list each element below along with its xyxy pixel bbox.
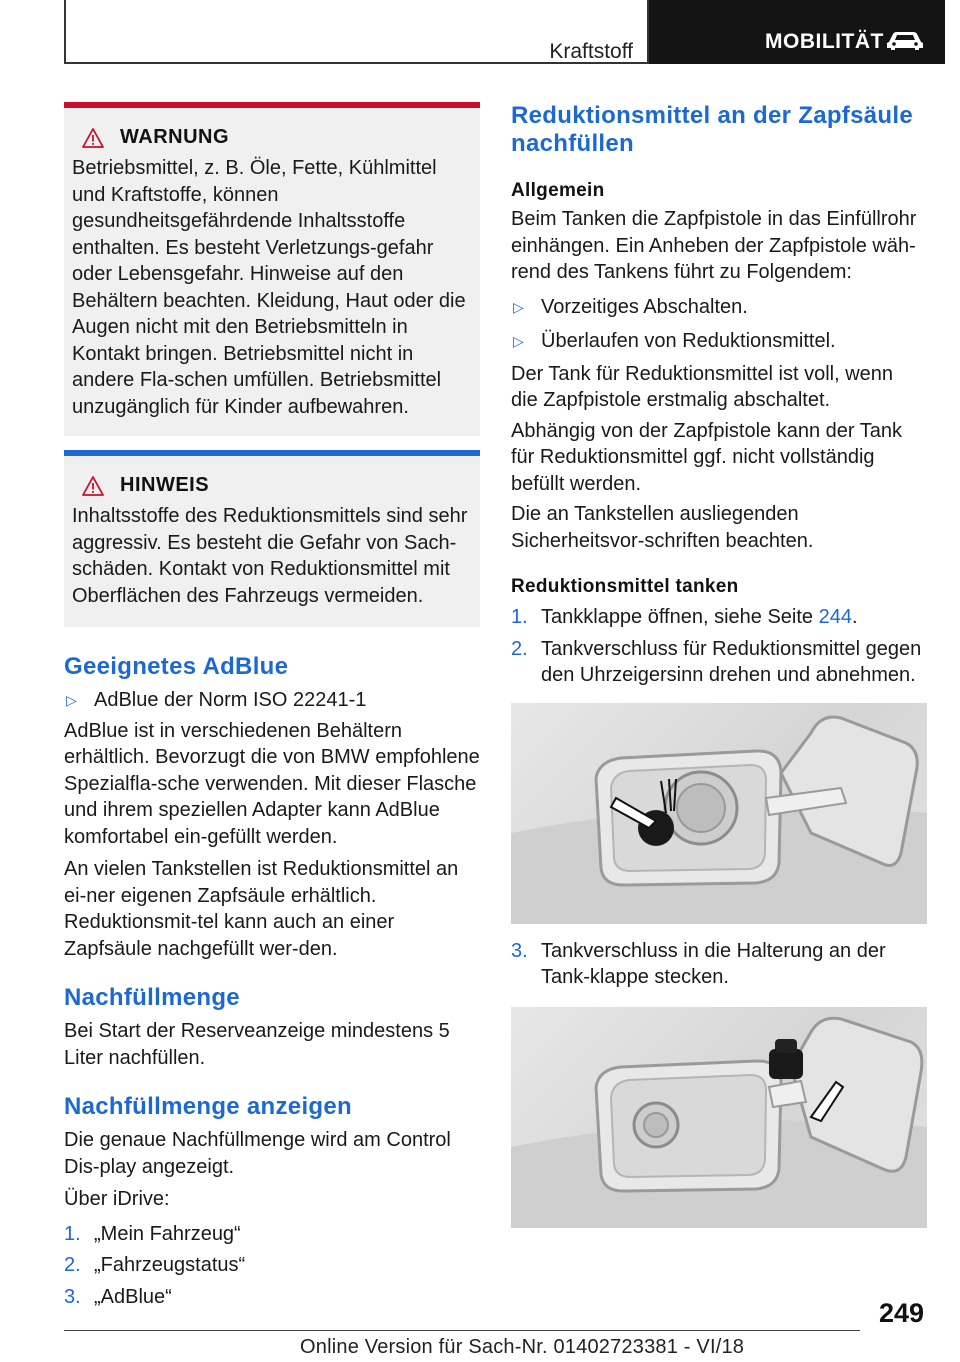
notice-triangle-icon — [82, 476, 104, 496]
general-heading: Allgemein — [511, 180, 605, 201]
bullet-text: Überlaufen von Reduktionsmittel. — [541, 330, 836, 352]
pump-para-1: Der Tank für Reduktionsmittel ist voll, wenn die Zapfpistole erstmalig abschaltet. — [511, 362, 894, 411]
warning-title — [82, 126, 472, 149]
warning-title-text: WARNUNG — [120, 126, 230, 148]
refill-heading: Nachfüllmenge — [64, 984, 240, 1011]
footer-divider — [64, 1330, 860, 1331]
page-link[interactable]: 244 — [818, 606, 852, 628]
list-item — [511, 328, 923, 355]
step-number: 3. — [511, 939, 528, 962]
list-item — [511, 294, 923, 321]
refill-display-heading: Nachfüllmenge anzeigen — [64, 1093, 352, 1120]
adblue-para-2: An vielen Tankstellen ist Reduktionsmittel an ei‐ner eigenen Zapfsäule erhältlich. Reduktionsmit‐tel kann auch an einer Zapfsäule nachgefüllt wer‐den. — [64, 858, 459, 960]
step-number: 3. — [64, 1285, 81, 1308]
right-column — [511, 102, 923, 1228]
warning-triangle-icon — [82, 128, 104, 148]
adblue-bullet — [64, 687, 480, 714]
list-item — [64, 1252, 480, 1279]
adblue-heading: Geeignetes AdBlue — [64, 653, 289, 680]
step-text-end: . — [851, 606, 858, 628]
step-number: 2. — [64, 1254, 81, 1276]
adblue-para-1: AdBlue ist in verschiedenen Behältern erhältlich. Bevorzugt die von BMW empfohlene Spezialfla‐sche verwenden. Mit dieser Flasche und ihrem speziellen Adapter kann AdBlue komfortabel ein‐gefüllt werden. — [64, 719, 480, 848]
notice-title-text: HINWEIS — [120, 474, 210, 496]
header-section-tab — [0, 0, 649, 64]
list-item — [64, 1221, 480, 1248]
bullet-text: Vorzeitiges Abschalten. — [541, 295, 748, 318]
pump-heading: Reduktionsmittel an der Zapfsäule nachfüllen — [511, 102, 913, 157]
step-number: 2. — [511, 637, 528, 660]
idrive-steps — [64, 1221, 480, 1311]
page-number: 249 — [878, 1298, 924, 1328]
tank-heading: Reduktionsmittel tanken — [511, 576, 739, 597]
step-text: „AdBlue“ — [94, 1285, 172, 1308]
header-chapter-label: MOBILITÄT — [765, 30, 884, 53]
refill-display-text: Die genaue Nachfüllmenge wird am Control Dis‐play angezeigt. — [64, 1129, 451, 1178]
notice-title — [82, 474, 472, 497]
bullet-triangle-icon: ▷ — [513, 298, 524, 315]
step-text: Tankverschluss in die Halterung an der Tank‐klappe stecken. — [541, 939, 886, 988]
fuel-flap-illustration — [511, 703, 927, 924]
general-text: Beim Tanken die Zapfpistole in das Einfüllrohr einhängen. Ein Anheben der Zapfpistole wäh‐rend des Tankens führt zu Folgendem: — [511, 208, 917, 283]
warning-box — [64, 102, 480, 436]
step-text: „Fahrzeugstatus“ — [94, 1254, 246, 1276]
adblue-bullet-text: AdBlue der Norm ISO 22241‐1 — [94, 689, 367, 711]
step-text — [541, 604, 858, 631]
notice-box — [64, 450, 480, 627]
list-item — [64, 1284, 480, 1311]
list-item — [511, 636, 923, 689]
step-number: 1. — [511, 606, 528, 628]
header-chapter-tab — [649, 0, 945, 64]
step-text: Tankverschluss für Reduktionsmittel gegen den Uhrzeigersinn drehen und abnehmen. — [541, 637, 922, 686]
warning-text: Betriebsmittel, z. B. Öle, Fette, Kühlmittel und Kraftstoffe, können gesundheitsgefährdende Inhaltsstoffe enthalten. Es besteht Verletzungs‐gefahr oder Lebensgefahr. Hinweise auf den Behältern beachten. Kleidung, Haut oder die Augen nicht mit den Betriebsmitteln in Kontakt bringen. Betriebsmittel nicht in andere Fla‐schen umfüllen. Betriebsmittel unzugänglich für Kinder aufbewahren. — [72, 157, 466, 418]
bullet-triangle-icon: ▷ — [513, 333, 524, 349]
refill-display-via: Über iDrive: — [64, 1188, 170, 1210]
step-text-main: Tankklappe öffnen, siehe Seite — [541, 606, 819, 628]
pump-para-3: Die an Tankstellen ausliegenden Sicherheitsvor‐schriften beachten. — [511, 503, 814, 552]
step-text: „Mein Fahrzeug“ — [94, 1222, 241, 1245]
pump-para-2: Abhängig von der Zapfpistole kann der Tank für Reduktionsmittel ggf. nicht vollständig befüllt werden. — [511, 419, 903, 495]
list-item — [511, 604, 923, 631]
fuel-flap-photo-stow-cap — [511, 1007, 927, 1228]
bullet-triangle-icon: ▷ — [66, 692, 77, 708]
fuel-flap-photo-remove-cap — [511, 703, 927, 924]
header-section-label: Kraftstoff — [549, 40, 633, 63]
left-column — [64, 102, 480, 1310]
car-icon — [885, 28, 925, 52]
fuel-flap-illustration — [511, 1007, 927, 1228]
notice-text: Inhaltsstoffe des Reduktionsmittels sind sehr aggressiv. Es besteht die Gefahr von Sach‐schäden. Kontakt von Reduktionsmittel mit Oberflächen des Fahrzeugs vermeiden. — [72, 505, 468, 607]
step-number: 1. — [64, 1222, 81, 1245]
list-item — [511, 938, 923, 991]
footer-text: Online Version für Sach-Nr. 01402723381 - VI/18 — [300, 1336, 745, 1358]
refill-text: Bei Start der Reserveanzeige mindestens 5 Liter nachfüllen. — [64, 1020, 450, 1069]
